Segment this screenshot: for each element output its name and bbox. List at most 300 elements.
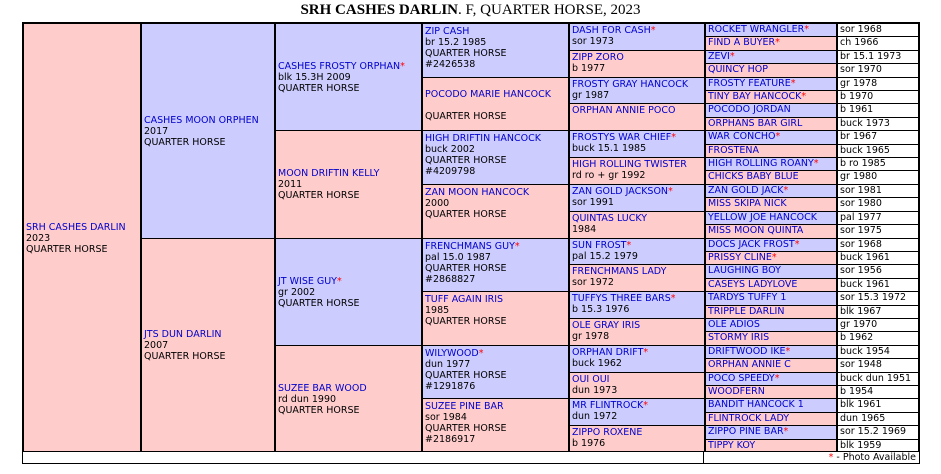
pedigree-footer bbox=[22, 451, 920, 464]
ancestor-cell-gen6 bbox=[705, 358, 837, 373]
ancestor-cell-gen6 bbox=[705, 425, 837, 440]
horse-name-link[interactable] bbox=[708, 37, 834, 48]
horse-name-link[interactable] bbox=[708, 319, 834, 330]
horse-detail: QUARTER HORSE bbox=[278, 297, 360, 309]
horse-detail: 2000 bbox=[425, 198, 450, 209]
horse-detail: b 1970 bbox=[840, 91, 874, 102]
horse-name[interactable]: ZIP CASH bbox=[425, 26, 470, 37]
horse-name[interactable]: POCO SPEEDY bbox=[708, 373, 775, 384]
horse-detail: gr 1980 bbox=[840, 171, 878, 182]
photo-star-icon: * bbox=[643, 347, 649, 358]
horse-name-link[interactable] bbox=[425, 133, 566, 144]
horse-detail: pal 15.0 1987 bbox=[425, 252, 491, 263]
horse-name-link[interactable] bbox=[425, 294, 566, 305]
horse-detail: gr 1978 bbox=[572, 331, 610, 342]
horse-name[interactable]: ZAN MOON HANCOCK bbox=[425, 187, 530, 198]
horse-detail: 2017 bbox=[144, 125, 169, 137]
photo-star-icon: * bbox=[801, 91, 807, 102]
horse-name-link[interactable] bbox=[708, 131, 834, 142]
ancestor-info-cell bbox=[837, 425, 919, 440]
horse-detail: sor 1972 bbox=[572, 277, 614, 288]
horse-name-link[interactable] bbox=[708, 426, 834, 437]
horse-detail: QUARTER HORSE bbox=[26, 243, 108, 255]
horse-detail: buck 1954 bbox=[840, 346, 890, 357]
horse-name[interactable]: TARDYS TUFFY 1 bbox=[708, 292, 787, 303]
ancestor-info-cell bbox=[837, 144, 919, 158]
ancestor-cell-gen5 bbox=[569, 238, 705, 265]
horse-detail: QUARTER HORSE bbox=[144, 136, 226, 148]
photo-star-icon: * bbox=[794, 239, 800, 250]
horse-name-link[interactable] bbox=[708, 306, 834, 317]
sire-dam-cell bbox=[141, 23, 275, 239]
ancestor-cell-gen6 bbox=[705, 23, 837, 37]
horse-name[interactable]: FROSTY FEATURE bbox=[708, 78, 791, 89]
horse-name-link[interactable] bbox=[572, 213, 702, 224]
horse-detail: buck 1973 bbox=[840, 118, 890, 129]
ancestor-cell-gen5 bbox=[569, 398, 705, 426]
ancestor-info-cell bbox=[837, 398, 919, 413]
ancestor-cell-gen6 bbox=[705, 170, 837, 185]
horse-name[interactable]: WAR CONCHO bbox=[708, 131, 776, 142]
ancestor-cell-gen6 bbox=[705, 117, 837, 131]
horse-name-link[interactable] bbox=[572, 293, 702, 304]
horse-name-link[interactable] bbox=[572, 347, 702, 358]
horse-detail: #2868827 bbox=[425, 274, 476, 285]
horse-name[interactable]: FRENCHMANS LADY bbox=[572, 266, 667, 277]
horse-detail: buck 1965 bbox=[840, 145, 890, 156]
horse-detail: blk 15.3H 2009 bbox=[278, 71, 351, 83]
horse-name[interactable]: HIGH ROLLING ROANY bbox=[708, 158, 814, 169]
horse-name-link[interactable] bbox=[708, 225, 834, 236]
ancestor-info-cell bbox=[837, 36, 919, 51]
ancestor-info-cell bbox=[837, 305, 919, 319]
horse-detail: 2023 bbox=[26, 232, 51, 244]
horse-detail: QUARTER HORSE bbox=[425, 110, 507, 122]
horse-name[interactable]: FROSTENA bbox=[708, 145, 759, 156]
horse-name[interactable]: CHICKS BABY BLUE bbox=[708, 171, 799, 182]
ancestor-cell-gen5 bbox=[569, 264, 705, 292]
ancestor-info-cell bbox=[837, 50, 919, 64]
horse-name[interactable]: TUFF AGAIN IRIS bbox=[425, 294, 504, 305]
ancestor-info-cell bbox=[837, 412, 919, 426]
horse-detail: gr 2002 bbox=[278, 286, 316, 298]
horse-name-link[interactable] bbox=[278, 168, 419, 179]
horse-name-link[interactable] bbox=[708, 373, 834, 384]
horse-name[interactable]: OLE ADIOS bbox=[708, 319, 760, 330]
horse-name-link[interactable] bbox=[708, 252, 834, 263]
horse-name[interactable]: QUINTAS LUCKY bbox=[572, 213, 648, 224]
horse-name-link[interactable] bbox=[278, 383, 419, 394]
horse-name-link[interactable] bbox=[425, 241, 566, 252]
photo-star-icon: * bbox=[337, 275, 342, 287]
horse-detail: QUARTER HORSE bbox=[425, 263, 507, 274]
horse-name-link[interactable] bbox=[572, 427, 702, 438]
horse-detail: buck 1962 bbox=[572, 358, 622, 369]
ancestor-info-cell bbox=[837, 157, 919, 171]
horse-name[interactable]: WILYWOOD bbox=[425, 348, 479, 359]
horse-name[interactable]: WOODFERN bbox=[708, 386, 765, 397]
horse-detail: QUARTER HORSE bbox=[425, 48, 507, 59]
ancestor-info-cell bbox=[837, 23, 919, 37]
photo-star-icon: * bbox=[790, 78, 796, 89]
horse-detail: b 1976 bbox=[572, 438, 606, 449]
horse-name[interactable]: MISS SKIPA NICK bbox=[708, 198, 787, 209]
horse-name-link[interactable] bbox=[572, 400, 702, 411]
ancestor-cell-gen4 bbox=[422, 398, 569, 453]
horse-detail: ch 1966 bbox=[840, 37, 879, 48]
photo-star-icon: * bbox=[783, 426, 789, 437]
horse-name[interactable]: POCODO JORDAN bbox=[708, 104, 791, 115]
ancestor-cell-gen5 bbox=[569, 211, 705, 239]
ancestor-cell-gen6 bbox=[705, 63, 837, 78]
ancestor-info-cell bbox=[837, 385, 919, 399]
photo-legend-text: - Photo Available bbox=[833, 452, 916, 463]
ancestor-info-cell bbox=[837, 170, 919, 185]
horse-name[interactable]: TRIPPLE DARLIN bbox=[708, 306, 785, 317]
pedigree-title bbox=[0, 2, 941, 19]
sire-dam-cell bbox=[141, 238, 275, 453]
horse-detail: sor 1968 bbox=[840, 239, 882, 250]
photo-star-icon: * bbox=[729, 51, 735, 62]
horse-name-link[interactable] bbox=[425, 348, 566, 359]
horse-detail: b ro 1985 bbox=[840, 158, 886, 169]
photo-star-icon: * bbox=[643, 400, 648, 411]
ancestor-info-cell bbox=[837, 345, 919, 359]
horse-name[interactable]: SUN FROST bbox=[572, 240, 627, 251]
horse-name-link[interactable] bbox=[708, 78, 834, 89]
horse-detail: sor 1956 bbox=[840, 265, 882, 276]
horse-name-link[interactable] bbox=[708, 158, 834, 169]
horse-name[interactable]: ZIPPO ROXENE bbox=[572, 427, 643, 438]
photo-star-icon: * bbox=[400, 60, 405, 72]
ancestor-cell-gen4 bbox=[422, 77, 569, 131]
horse-name-link[interactable] bbox=[708, 265, 834, 276]
horse-detail: QUARTER HORSE bbox=[425, 316, 507, 327]
horse-detail: dun 1973 bbox=[572, 385, 618, 396]
horse-name[interactable]: OUI OUI bbox=[572, 374, 610, 385]
ancestor-info-cell bbox=[837, 318, 919, 332]
horse-detail: rd dun 1990 bbox=[278, 393, 337, 405]
horse-detail: dun 1972 bbox=[572, 411, 618, 422]
ancestor-cell-gen5 bbox=[569, 77, 705, 104]
horse-name[interactable]: POCODO MARIE HANCOCK bbox=[425, 88, 551, 100]
horse-name-link[interactable] bbox=[708, 332, 834, 343]
horse-name[interactable]: SRH CASHES DARLIN bbox=[26, 221, 126, 233]
horse-name[interactable]: ORPHAN ANNIE C bbox=[708, 359, 791, 370]
horse-name[interactable]: DASH FOR CASH bbox=[572, 25, 651, 36]
horse-name-link[interactable] bbox=[572, 266, 702, 277]
horse-name-link[interactable] bbox=[278, 276, 419, 287]
photo-star-icon: * bbox=[771, 252, 777, 263]
horse-detail: blk 1961 bbox=[840, 399, 882, 410]
horse-name-link[interactable] bbox=[708, 198, 834, 209]
ancestor-cell-gen6 bbox=[705, 197, 837, 212]
photo-star-icon: * bbox=[626, 240, 632, 251]
horse-name-link[interactable] bbox=[572, 374, 702, 385]
horse-name[interactable]: MR FLINTROCK bbox=[572, 400, 644, 411]
horse-name[interactable]: JTS DUN DARLIN bbox=[144, 329, 222, 340]
subject-horse-cell bbox=[23, 23, 141, 453]
photo-star-icon: * bbox=[671, 132, 677, 143]
horse-detail: #1291876 bbox=[425, 381, 476, 392]
ancestor-cell-gen6 bbox=[705, 398, 837, 413]
horse-name[interactable]: MOON DRIFTIN KELLY bbox=[278, 168, 380, 179]
ancestor-info-cell bbox=[837, 77, 919, 91]
horse-name-link[interactable] bbox=[708, 413, 834, 424]
horse-name-link[interactable] bbox=[708, 145, 834, 156]
horse-name[interactable]: FROSTYS WAR CHIEF bbox=[572, 132, 672, 143]
grandparent-cell bbox=[275, 130, 422, 239]
horse-detail: 2011 bbox=[278, 179, 303, 190]
horse-name-link[interactable] bbox=[144, 115, 272, 126]
photo-legend bbox=[703, 452, 919, 464]
horse-name[interactable]: LAUGHING BOY bbox=[708, 265, 781, 276]
horse-detail: b 1954 bbox=[840, 386, 874, 397]
horse-name[interactable]: ZIPPO PINE BAR bbox=[708, 426, 784, 437]
ancestor-cell-gen5 bbox=[569, 291, 705, 319]
horse-name[interactable]: FROSTY GRAY HANCOCK bbox=[572, 79, 689, 90]
horse-name-link[interactable] bbox=[572, 159, 702, 170]
horse-detail: QUARTER HORSE bbox=[278, 404, 360, 416]
photo-star-icon: * bbox=[828, 452, 834, 463]
horse-name[interactable]: STORMY IRIS bbox=[708, 332, 770, 343]
ancestor-cell-gen6 bbox=[705, 345, 837, 359]
horse-detail: gr 1987 bbox=[572, 90, 610, 101]
ancestor-cell-gen6 bbox=[705, 90, 837, 104]
horse-detail: #2426538 bbox=[425, 59, 476, 70]
horse-name-link[interactable] bbox=[708, 359, 834, 370]
ancestor-cell-gen6 bbox=[705, 372, 837, 386]
horse-name[interactable]: CASHES MOON ORPHEN bbox=[144, 114, 259, 126]
horse-name[interactable]: PRISSY CLINE bbox=[708, 252, 772, 263]
horse-detail: sor 1981 bbox=[840, 185, 882, 196]
ancestor-info-cell bbox=[837, 358, 919, 373]
ancestor-cell-gen4 bbox=[422, 238, 569, 292]
ancestor-cell-gen5 bbox=[569, 345, 705, 373]
ancestor-cell-gen4 bbox=[422, 291, 569, 346]
ancestor-info-cell bbox=[837, 224, 919, 239]
horse-detail: sor 15.3 1972 bbox=[840, 292, 907, 303]
horse-name[interactable]: TUFFYS THREE BARS bbox=[572, 293, 671, 304]
horse-name-link[interactable] bbox=[708, 171, 834, 182]
horse-detail: sor 1980 bbox=[840, 198, 882, 209]
horse-detail: buck 2002 bbox=[425, 144, 475, 155]
horse-name-link[interactable] bbox=[708, 104, 834, 115]
horse-name[interactable]: ORPHANS BAR GIRL bbox=[708, 118, 803, 129]
horse-name[interactable]: YELLOW JOE HANCOCK bbox=[708, 212, 817, 223]
horse-detail: rd ro + gr 1992 bbox=[572, 170, 646, 181]
ancestor-cell-gen6 bbox=[705, 50, 837, 64]
horse-name[interactable]: TIPPY KOY bbox=[708, 440, 756, 451]
horse-detail: 2007 bbox=[144, 340, 169, 351]
ancestor-cell-gen6 bbox=[705, 130, 837, 145]
photo-star-icon: * bbox=[478, 348, 484, 359]
horse-detail: buck 1961 bbox=[840, 279, 890, 290]
horse-name-link[interactable] bbox=[708, 91, 834, 102]
photo-star-icon: * bbox=[785, 346, 791, 357]
horse-name[interactable]: DRIFTWOOD IKE bbox=[708, 346, 786, 357]
horse-detail: pal 15.2 1979 bbox=[572, 251, 638, 262]
horse-name[interactable]: FRENCHMANS GUY bbox=[425, 241, 515, 252]
horse-name[interactable]: ZIPP ZORO bbox=[572, 52, 624, 63]
horse-name[interactable]: FIND A BUYER bbox=[708, 37, 776, 48]
horse-detail: b 15.3 1976 bbox=[572, 304, 630, 315]
horse-name-link[interactable] bbox=[572, 79, 702, 90]
horse-name[interactable]: ORPHAN ANNIE POCO bbox=[572, 105, 676, 116]
horse-name-link[interactable] bbox=[425, 401, 566, 412]
photo-star-icon: * bbox=[775, 131, 781, 142]
horse-name-link[interactable] bbox=[572, 186, 702, 197]
horse-name[interactable]: DOCS JACK FROST bbox=[708, 239, 795, 250]
ancestor-cell-gen6 bbox=[705, 238, 837, 252]
ancestor-cell-gen6 bbox=[705, 305, 837, 319]
horse-name-link[interactable] bbox=[708, 212, 834, 223]
ancestor-cell-gen5 bbox=[569, 157, 705, 185]
horse-name[interactable]: ROCKET WRANGLER bbox=[708, 24, 805, 35]
ancestor-cell-gen4 bbox=[422, 184, 569, 239]
photo-star-icon: * bbox=[775, 37, 780, 48]
horse-name-link[interactable] bbox=[572, 240, 702, 251]
horse-detail: QUARTER HORSE bbox=[144, 351, 226, 362]
horse-detail: QUARTER HORSE bbox=[425, 370, 507, 381]
ancestor-info-cell bbox=[837, 238, 919, 252]
horse-name-link[interactable] bbox=[144, 329, 272, 340]
ancestor-cell-gen6 bbox=[705, 36, 837, 51]
horse-name-link[interactable] bbox=[708, 51, 834, 62]
horse-detail: QUARTER HORSE bbox=[425, 423, 507, 434]
ancestor-info-cell bbox=[837, 251, 919, 265]
horse-name-link[interactable] bbox=[708, 292, 834, 303]
ancestor-info-cell bbox=[837, 211, 919, 225]
ancestor-cell-gen6 bbox=[705, 211, 837, 225]
horse-detail: sor 1948 bbox=[840, 359, 882, 370]
ancestor-info-cell bbox=[837, 372, 919, 386]
photo-star-icon: * bbox=[774, 373, 780, 384]
ancestor-cell-gen5 bbox=[569, 184, 705, 212]
ancestor-cell-gen5 bbox=[569, 23, 705, 51]
horse-name-link[interactable] bbox=[708, 399, 834, 410]
horse-name-link[interactable] bbox=[708, 118, 834, 129]
horse-name[interactable]: ZAN GOLD JACK bbox=[708, 185, 784, 196]
horse-name-link[interactable] bbox=[708, 185, 834, 196]
horse-name-link[interactable] bbox=[708, 346, 834, 357]
ancestor-cell-gen4 bbox=[422, 23, 569, 78]
ancestor-info-cell bbox=[837, 291, 919, 306]
ancestor-cell-gen6 bbox=[705, 278, 837, 292]
horse-name[interactable]: FLINTROCK LADY bbox=[708, 413, 790, 424]
horse-name-link[interactable] bbox=[572, 105, 702, 116]
horse-name[interactable]: OLE GRAY IRIS bbox=[572, 320, 641, 331]
horse-name-link[interactable] bbox=[708, 24, 834, 35]
horse-name-link[interactable] bbox=[425, 26, 566, 37]
ancestor-cell-gen6 bbox=[705, 184, 837, 198]
photo-star-icon: * bbox=[804, 24, 809, 35]
ancestor-info-cell bbox=[837, 331, 919, 346]
horse-name[interactable]: BANDIT HANCOCK 1 bbox=[708, 399, 804, 410]
photo-star-icon: * bbox=[650, 25, 656, 36]
horse-name-link[interactable] bbox=[26, 222, 138, 233]
horse-name[interactable]: HIGH ROLLING TWISTER bbox=[572, 159, 687, 170]
horse-name-link[interactable] bbox=[572, 320, 702, 331]
ancestor-info-cell bbox=[837, 90, 919, 104]
ancestor-cell-gen6 bbox=[705, 264, 837, 279]
horse-detail: buck 1961 bbox=[840, 252, 890, 263]
horse-detail: sor 1968 bbox=[840, 24, 882, 35]
grandparent-cell bbox=[275, 23, 422, 131]
horse-name-link[interactable] bbox=[572, 52, 702, 63]
photo-star-icon: * bbox=[813, 158, 819, 169]
ancestor-cell-gen6 bbox=[705, 144, 837, 158]
horse-name-link[interactable] bbox=[708, 239, 834, 250]
horse-name-link[interactable] bbox=[708, 440, 834, 451]
horse-name[interactable]: JT WISE GUY bbox=[278, 275, 337, 287]
horse-name[interactable]: ZAN GOLD JACKSON bbox=[572, 186, 669, 197]
horse-name[interactable]: ZEVI bbox=[708, 51, 730, 62]
ancestor-cell-gen5 bbox=[569, 103, 705, 131]
horse-name[interactable]: SUZEE BAR WOOD bbox=[278, 382, 367, 394]
photo-star-icon: * bbox=[668, 186, 673, 197]
horse-name[interactable]: CASEYS LADYLOVE bbox=[708, 279, 798, 290]
horse-detail: b 1961 bbox=[840, 104, 874, 115]
ancestor-info-cell bbox=[837, 103, 919, 118]
horse-detail: 1984 bbox=[572, 224, 597, 235]
horse-name-link[interactable] bbox=[572, 132, 702, 143]
horse-name[interactable]: TINY BAY HANCOCK bbox=[708, 91, 802, 102]
ancestor-info-cell bbox=[837, 197, 919, 212]
horse-name-link[interactable] bbox=[425, 89, 566, 100]
horse-name[interactable]: SUZEE PINE BAR bbox=[425, 401, 504, 412]
horse-detail: buck 15.1 1985 bbox=[572, 143, 647, 154]
ancestor-cell-gen4 bbox=[422, 345, 569, 399]
ancestor-cell-gen6 bbox=[705, 385, 837, 399]
horse-detail: QUARTER HORSE bbox=[278, 82, 360, 94]
horse-name[interactable]: HIGH DRIFTIN HANCOCK bbox=[425, 133, 541, 144]
ancestor-cell-gen6 bbox=[705, 224, 837, 239]
horse-detail: QUARTER HORSE bbox=[425, 209, 507, 220]
horse-name-link[interactable] bbox=[708, 386, 834, 397]
horse-name[interactable]: ORPHAN DRIFT bbox=[572, 347, 644, 358]
ancestor-info-cell bbox=[837, 63, 919, 78]
horse-detail: #4209798 bbox=[425, 166, 476, 177]
ancestor-cell-gen5 bbox=[569, 318, 705, 346]
horse-detail: br 1967 bbox=[840, 131, 878, 142]
ancestor-cell-gen6 bbox=[705, 77, 837, 91]
ancestor-info-cell bbox=[837, 184, 919, 198]
horse-detail: #2186917 bbox=[425, 434, 476, 445]
pedigree-table bbox=[22, 22, 920, 463]
horse-name-link[interactable] bbox=[572, 25, 702, 36]
horse-name-link[interactable] bbox=[708, 279, 834, 290]
grandparent-cell bbox=[275, 345, 422, 453]
ancestor-cell-gen6 bbox=[705, 291, 837, 306]
horse-name[interactable]: MISS MOON QUINTA bbox=[708, 225, 804, 236]
horse-name-link[interactable] bbox=[278, 61, 419, 72]
horse-name[interactable]: QUINCY HOP bbox=[708, 64, 768, 75]
horse-detail: sor 1991 bbox=[572, 197, 614, 208]
horse-name-link[interactable] bbox=[708, 64, 834, 75]
horse-name-link[interactable] bbox=[425, 187, 566, 198]
horse-detail: sor 1984 bbox=[425, 412, 467, 423]
horse-detail: sor 1970 bbox=[840, 64, 882, 75]
horse-name-title: SRH CASHES DARLIN bbox=[300, 2, 459, 18]
horse-name[interactable]: CASHES FROSTY ORPHAN bbox=[278, 60, 401, 72]
grandparent-cell bbox=[275, 238, 422, 346]
horse-detail: gr 1970 bbox=[840, 319, 878, 330]
ancestor-cell-gen6 bbox=[705, 318, 837, 332]
horse-detail: sor 1975 bbox=[840, 225, 882, 236]
horse-detail: 1985 bbox=[425, 305, 450, 316]
horse-detail: sor 15.2 1969 bbox=[840, 426, 907, 437]
